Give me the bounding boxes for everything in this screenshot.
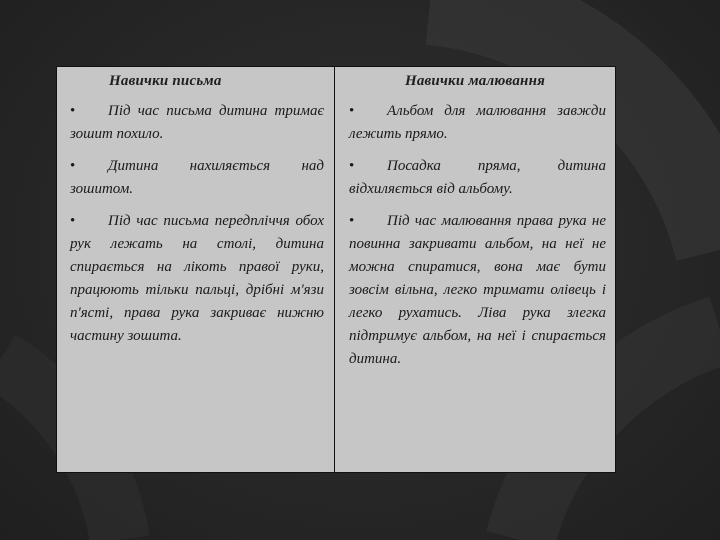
drawing-item-3-text: Під час малювання права рука не повинна закривати альбом, на неї не можна спиратися, вона має бути зовсім вільна, легко тримати олівець і легко рухатись. Ліва рука злегка підтримує альбом, на неї і спирається дитина. [349,213,606,367]
writing-item-2-text: Дитина нахиляється над зошитом. [70,158,324,197]
drawing-item-1 [349,100,606,146]
writing-item-3-text: Під час письма передпліччя обох рук лежать на столі, дитина спирається на лікоть правої руки, працюють тільки пальці, дрібні м'язи п'ясті, права рука закриває нижню частину зошита. [70,213,324,344]
bullet-icon: • [349,213,355,229]
drawing-item-1-text: Альбом для малювання завжди лежить прямо. [349,103,606,142]
writing-skills-title: Навички письма [109,73,222,89]
writing-item-2 [70,155,324,201]
writing-item-1-text: Під час письма дитина тримає зошит похило. [70,103,324,142]
drawing-item-2 [349,155,606,201]
bullet-icon: • [349,158,355,174]
drawing-skills-title: Навички малювання [404,73,546,89]
writing-item-3 [70,210,324,348]
drawing-item-2-text: Посадка пряма, дитина відхиляється від альбому. [349,158,606,197]
bullet-icon: • [70,213,76,229]
writing-item-1 [70,100,324,146]
drawing-skills-column [334,67,615,472]
bullet-icon: • [349,103,355,119]
bullet-icon: • [70,158,76,174]
comparison-table [56,66,616,473]
drawing-item-3 [349,210,606,371]
writing-skills-column [57,67,334,472]
bullet-icon: • [70,103,76,119]
